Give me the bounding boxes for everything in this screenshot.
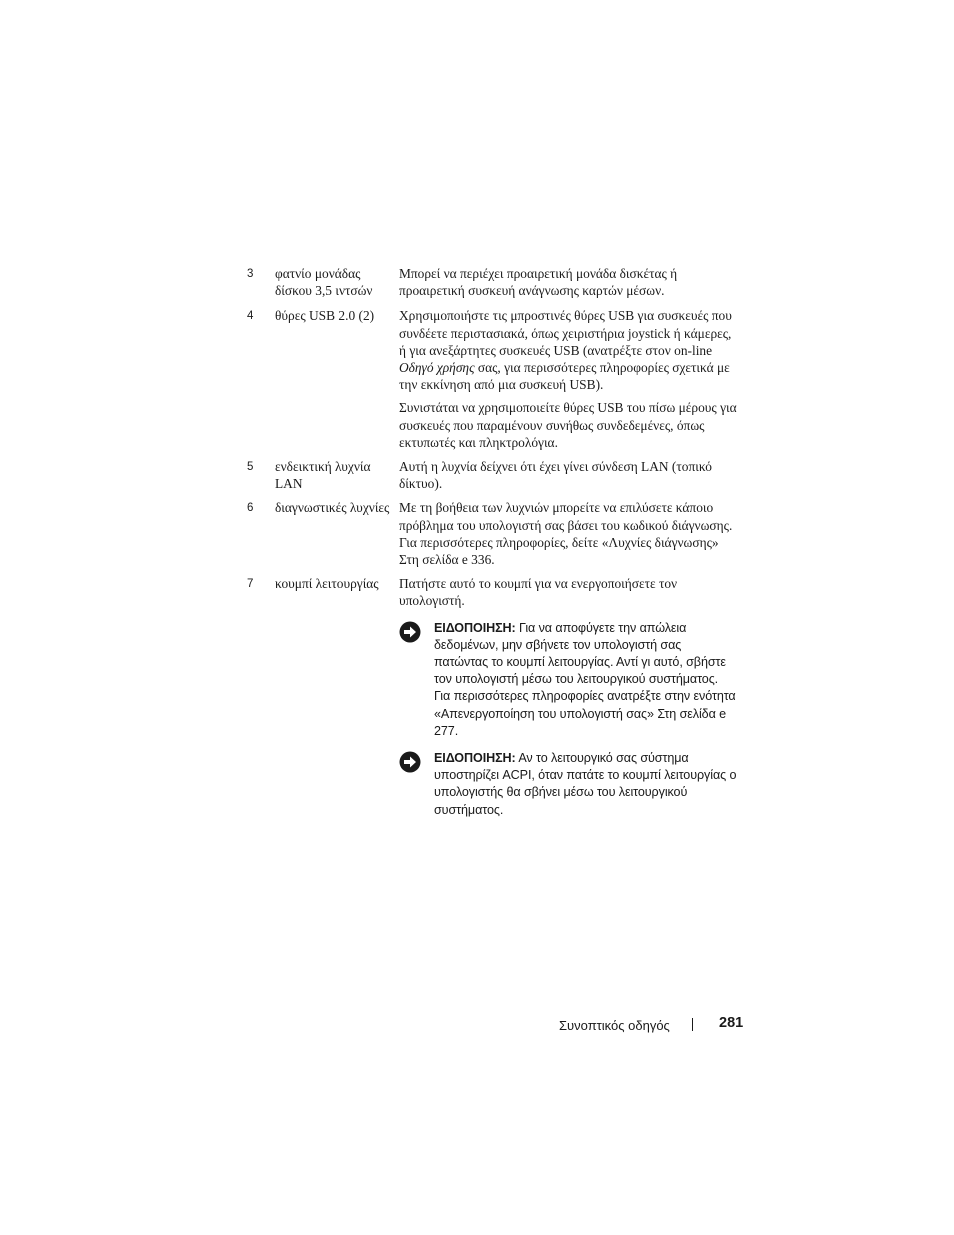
- notice-label: ΕΙΔΟΠΟΙΗΣΗ:: [434, 620, 516, 635]
- row-component-name: κουμπί λειτουργίας: [275, 576, 379, 592]
- spec-table: [247, 265, 737, 819]
- table-row: [247, 265, 737, 299]
- row-component-name: θύρες USB 2.0 (2): [275, 308, 375, 324]
- row-number: 3: [247, 268, 254, 280]
- description-paragraph: Με τη βοήθεια των λυχνιών μπορείτε να επιλύσετε κάποιο πρόβλημα του υπολογιστή σας βάσει του κωδικού διάγνωσης. Για περισσότερες πληροφορίες, δείτε «Λυχνίες διάγνωσης» Στη σελίδα e 336.: [399, 500, 733, 568]
- description-paragraph: [399, 307, 737, 393]
- notice-arrow-icon: [399, 751, 421, 773]
- notice-body: Αν το λειτουργικό σας σύστημα υποστηρίζει ACPI, όταν πατάτε το κουμπί λειτουργίας ο υπολογιστής θα σβήνει μέσω του λειτουργικού συστήματος.: [434, 751, 737, 817]
- row-number: 6: [247, 502, 254, 515]
- row-description: [399, 458, 737, 492]
- row-number: 5: [247, 461, 254, 474]
- notice-label: ΕΙΔΟΠΟΙΗΣΗ:: [434, 751, 516, 766]
- table-row: [247, 575, 737, 819]
- table-row: [247, 499, 737, 568]
- row-number: 7: [247, 578, 254, 591]
- row-description: [399, 265, 737, 299]
- row-description: [399, 499, 737, 568]
- page-footer: [0, 1015, 954, 1035]
- table-row: [247, 458, 737, 492]
- row-component-name: φατνίο μονάδας δίσκου 3,5 ιντσών: [275, 266, 373, 299]
- footer-title: Συνοπτικός οδηγός: [559, 1018, 670, 1033]
- users-guide-title: Οδηγό χρήσης: [399, 360, 475, 376]
- notice-box: [399, 620, 737, 740]
- table-row: [247, 307, 737, 451]
- description-paragraph: Μπορεί να περιέχει προαιρετική μονάδα δισκέτας ή προαιρετική συσκευή ανάγνωσης καρτών μέσων.: [399, 266, 678, 299]
- notice-text: [434, 750, 737, 819]
- description-text: Χρησιμοποιήστε τις μπροστινές θύρες USB για συσκευές που συνδέετε περιστασιακά, όπως χειριστήρια joystick ή κάμερες, ή για ανεξάρτητες συσκευές USB (ανατρέξτε στον on-line: [399, 308, 732, 358]
- row-description: [399, 307, 737, 451]
- row-description: [399, 575, 737, 819]
- description-paragraph: Συνιστάται να χρησιμοποιείτε θύρες USB του πίσω μέρους για συσκευές που παραμένουν συνήθως συνδεδεμένες, όπως εκτυπωτές και πληκτρολόγια.: [399, 400, 737, 450]
- description-text: σας, για περισσότερες πληροφορίες σχετικά με την εκκίνηση από μια συσκευή USB).: [399, 360, 730, 393]
- row-component-name: ενδεικτική λυχνία LAN: [275, 459, 371, 492]
- notice-arrow-icon: [399, 621, 421, 643]
- row-number: 4: [247, 310, 254, 323]
- footer-separator: [692, 1018, 693, 1031]
- description-paragraph: Αυτή η λυχνία δείχνει ότι έχει γίνει σύνδεση LAN (τοπικό δίκτυο).: [399, 459, 712, 492]
- notice-body: Για να αποφύγετε την απώλεια δεδομένων, μην σβήνετε τον υπολογιστή σας πατώντας το κουμπί λειτουργίας. Αντί γι αυτό, σβήστε τον υπολογιστή μέσω του λειτουργικού συστήματος. Για περισσότερες πληροφορίες ανατρέξτε στην ενότητα «Απενεργοποίηση του υπολογιστή σας» Στη σελίδα e 277.: [434, 620, 736, 738]
- row-component-name: διαγνωστικές λυχνίες: [275, 500, 390, 516]
- notice-text: [434, 620, 737, 740]
- page-number: 281: [719, 1015, 744, 1031]
- notice-box: [399, 750, 737, 819]
- description-paragraph: Πατήστε αυτό το κουμπί για να ενεργοποιήσετε τον υπολογιστή.: [399, 576, 678, 609]
